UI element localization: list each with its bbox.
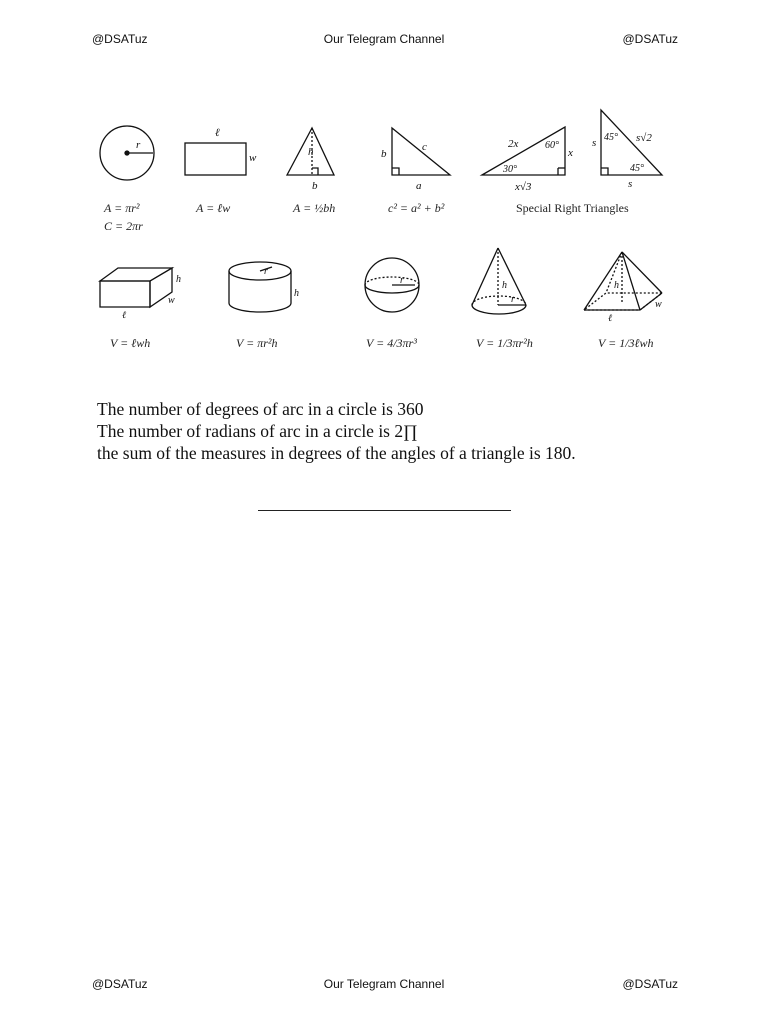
footer-right: @DSATuz <box>622 977 678 991</box>
cylinder-label-r: r <box>264 266 268 277</box>
box-label-h: h <box>176 274 181 285</box>
cone-label-h: h <box>502 280 507 291</box>
circle-formula-circumference: C = 2πr <box>104 219 143 233</box>
cone-figure <box>472 248 526 314</box>
footer-left: @DSATuz <box>92 977 148 991</box>
right-triangle-figure <box>392 128 450 175</box>
box-label-w: w <box>168 295 175 306</box>
sphere-figure <box>365 258 419 312</box>
cone-formula: V = 1/3πr²h <box>476 336 533 350</box>
triangle-label-h: h <box>308 146 314 158</box>
right-triangle-formula: c² = a² + b² <box>388 201 445 215</box>
pyramid-label-l: ℓ <box>608 313 613 324</box>
fact-triangle-sum: the sum of the measures in degrees of the angles of a triangle is 180. <box>97 443 576 463</box>
triangle-formula: A = ½bh <box>293 201 336 215</box>
pyramid-label-w: w <box>655 299 662 310</box>
special-45-label-hyp: s√2 <box>636 132 652 144</box>
header-left: @DSATuz <box>92 32 148 46</box>
cone-label-r: r <box>511 294 515 305</box>
circle-formula-area: A = πr² <box>104 201 140 215</box>
fact-degrees: The number of degrees of arc in a circle is 360 <box>97 399 424 419</box>
special-45-label-s-side: s <box>592 137 597 149</box>
sphere-formula: V = 4/3πr³ <box>366 336 417 350</box>
special-45-label-s-base: s <box>628 178 633 190</box>
circle-label-r: r <box>136 139 141 151</box>
cylinder-formula: V = πr²h <box>236 336 278 350</box>
cylinder-label-h: h <box>294 288 299 299</box>
special-30-label-base: x√3 <box>515 181 532 193</box>
header-center: Our Telegram Channel <box>323 32 445 46</box>
rectangle-label-l: ℓ <box>215 127 220 139</box>
footer-center: Our Telegram Channel <box>323 977 445 991</box>
pyramid-label-h: h <box>614 280 619 291</box>
right-triangle-label-b: b <box>381 148 387 160</box>
box-label-l: ℓ <box>122 310 127 321</box>
right-triangle-label-c: c <box>422 141 427 153</box>
horizontal-rule <box>258 510 511 511</box>
special-right-triangles-caption: Special Right Triangles <box>516 201 629 215</box>
special-triangle-30-60-90-figure <box>482 127 565 175</box>
right-triangle-label-a: a <box>416 180 422 192</box>
header-right: @DSATuz <box>622 32 678 46</box>
box-figure <box>100 268 172 307</box>
pyramid-figure <box>584 252 662 310</box>
rectangle-label-w: w <box>249 152 257 164</box>
reference-figures <box>0 0 768 380</box>
rectangle-formula: A = ℓw <box>196 201 231 215</box>
special-30-label-x: x <box>568 147 573 159</box>
sphere-label-r: r <box>400 275 404 286</box>
cylinder-figure <box>229 262 291 312</box>
box-formula: V = ℓwh <box>110 336 151 350</box>
special-30-label-60: 60° <box>545 140 559 151</box>
special-30-label-2x: 2x <box>508 138 519 150</box>
rectangle-figure <box>185 143 246 175</box>
fact-radians: The number of radians of arc in a circle is 2∏ <box>97 421 418 441</box>
facts-list <box>97 398 576 464</box>
triangle-label-b: b <box>312 180 318 192</box>
special-45-label-bottom: 45° <box>630 163 644 174</box>
circle-figure <box>100 126 154 180</box>
pyramid-formula: V = 1/3ℓwh <box>598 336 654 350</box>
special-45-label-top: 45° <box>604 132 618 143</box>
special-30-label-30: 30° <box>503 164 517 175</box>
